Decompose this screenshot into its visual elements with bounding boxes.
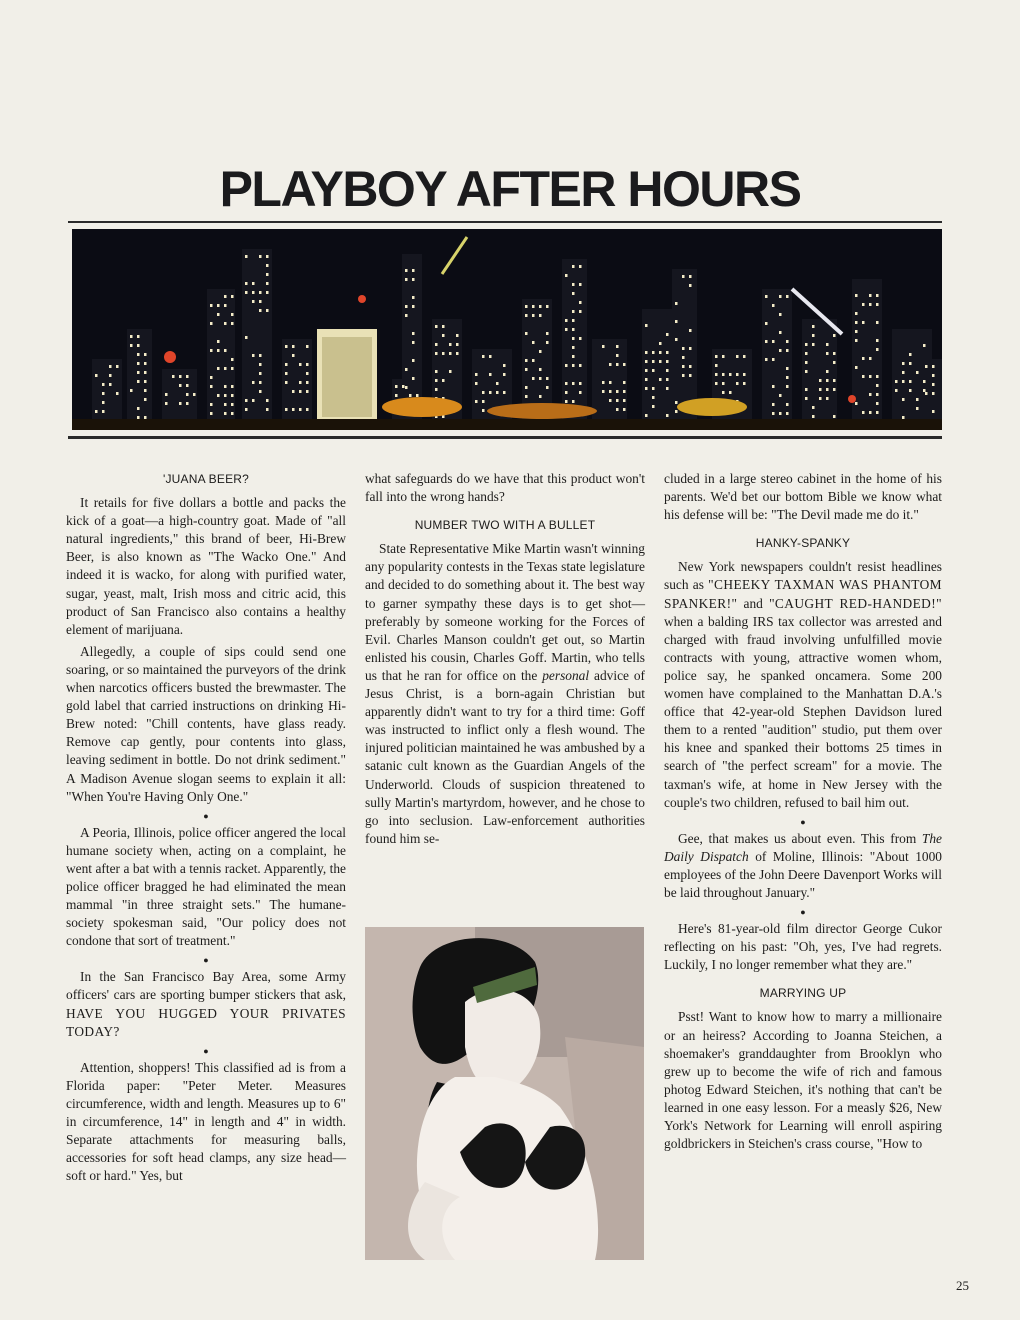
paragraph-text: Gee, that makes us about even. This from: [678, 830, 917, 846]
section-heading: HANKY-SPANKY: [755, 536, 851, 551]
column-two: [365, 470, 645, 852]
paragraph: [365, 540, 645, 848]
emphasis-text: personal: [542, 667, 590, 683]
bullet-separator: ●: [203, 810, 209, 821]
paragraph-text: In the San Francisco Bay Area, some Army officers' cars are sporting bumper stickers that ask,: [66, 969, 346, 1003]
headline-text: "CAUGHT RED-HANDED!": [769, 595, 942, 611]
paragraph-text: advice of Jesus Christ, is a born-again Christian but apparently didn't want to try for a third time: Goff was instructed to inflict only a flesh wound. The injured politician maintained he was ambushed by a satanic cult known as the Guardian Angels of the Underworld. Clouds of suspicion threatened to sully Martin's martyrdom, however, and he chose to go into seclusion. Law-enforcement authorities found him se-: [365, 667, 646, 846]
paragraph: A Peoria, Illinois, police officer angered the local humane society when, acting on a complaint, he went after a bat with a tennis racket. Apparently, the police officer bragged he had eliminated the mean mammal "in three straight sets." The humane-society spokesman said, "Our policy does not condone that sort of treatment.": [66, 824, 346, 949]
paragraph: [664, 830, 942, 902]
newspaper-name: The Daily Dispatch: [664, 830, 942, 864]
page-title: PLAYBOY AFTER HOURS: [219, 161, 801, 217]
paragraph: Allegedly, a couple of sips could send one soaring, or so maintained the purveyors of the drink when narcotics officers busted the brewmaster. The gold label that carried instructions on drinking Hi-Brew noted: "Chill contents, have glass ready. Remove cap gently, pour contents into glass, leaving sediment in bottle. Do not drink sediment." A Madison Avenue slogan seems to explain it all: "When You're Having Only One.": [66, 643, 346, 804]
paragraph: [66, 968, 346, 1040]
column-one: [66, 470, 346, 1189]
city-skyline-illustration: [72, 229, 942, 430]
section-heading: MARRYING UP: [759, 986, 847, 1001]
paragraph-text: when a balding IRS tax collector was arrested and charged with fraud involving unfulfilled movie contracts with young, attractive women whom, police say, he spanked oncamera. Some 200 women have complained to the Manhattan D.A.'s office that 42-year-old Stephen Davidson lured them to a rented "audition" studio, put them over his knee and spanked their bottoms 25 times in search of "the perfect scream" for a movie. The taxman's wife, at home in New Jersey with the couple's two children, refused to bail him out.: [664, 613, 942, 810]
section-heading: 'JUANA BEER?: [162, 472, 250, 486]
page-number: 25: [956, 1278, 969, 1293]
headline-text: "CHEEKY TAXMAN WAS PHANTOM SPANKER!": [664, 577, 942, 611]
bullet-separator: ●: [203, 1045, 209, 1056]
title-rule: [68, 221, 942, 223]
paragraph-text: State Representative Mike Martin wasn't winning any popularity contests in the Texas state legislature and decided to do something about it. The best way to garner sympathy these days is to get shot—preferably by someone working for the Forces of Evil. Charles Manson couldn't get out, so Martin enlisted his cousin, Charles Goff. Martin, who tells us that he ran for office on the: [365, 541, 645, 683]
bullet-separator: ●: [800, 907, 806, 918]
bullet-separator: ●: [800, 816, 806, 827]
paragraph: Psst! Want to know how to marry a millionaire or an heiress? According to Joanna Steichen, a shoemaker's granddaughter from Brooklyn who grew up to become the wife of rich and famous photog Edward Steichen, it's nothing that can't be learned in one easy lesson. For a measly $26, New York's Network for Learning will enroll aspiring goldbrickers in Steichen's crass course, "How to: [664, 1009, 942, 1152]
paragraph: Attention, shoppers! This classified ad is from a Florida paper: "Peter Meter. Measures circumference, width and length. Measures up to 6" in circumference, 14" in length and 4" in width. Separate attachments for measuring balls, accessories for soft head clamps, any size head—soft or hard." Yes, but: [66, 1059, 346, 1184]
paragraph: It retails for five dollars a bottle and packs the kick of a goat—a high-country goat. Made of "all natural ingredients," this brand of beer, Hi-Brew Beer, is also known as "The Wacko One." And indeed it is wacko, for along with purified water, sugar, yeast, malt, Irish moss and citric acid, this product of San Francisco also contains a healthy element of marijuana.: [66, 495, 346, 637]
paragraph: what safeguards do we have that this product won't fall into the wrong hands?: [365, 471, 645, 505]
column-three: [664, 470, 942, 1157]
paragraph: Here's 81-year-old film director George Cukor reflecting on his past: "Oh, yes, I've had regrets. Luckily, I no longer remember what they are.": [664, 921, 942, 973]
paragraph: [664, 558, 942, 811]
paragraph-text: and: [743, 595, 763, 611]
paragraph-text: of Moline, Illinois: "About 1000 employees of the John Deere Davenport Works will be laid throughout January.": [664, 848, 942, 900]
bullet-separator: ●: [203, 955, 209, 966]
bumper-sticker-text: HAVE YOU HUGGED YOUR PRIVATES TODAY?: [66, 1005, 346, 1039]
woman-illustration: [365, 927, 644, 1260]
section-heading: NUMBER TWO WITH A BULLET: [414, 518, 596, 533]
paragraph: cluded in a large stereo cabinet in the home of his parents. We'd bet our bottom Bible we know what his defense will be: "The Devil made me do it.": [664, 471, 942, 523]
paragraph-text: New York newspapers couldn't resist headlines such as: [664, 559, 942, 593]
bottom-rule: [68, 436, 942, 439]
